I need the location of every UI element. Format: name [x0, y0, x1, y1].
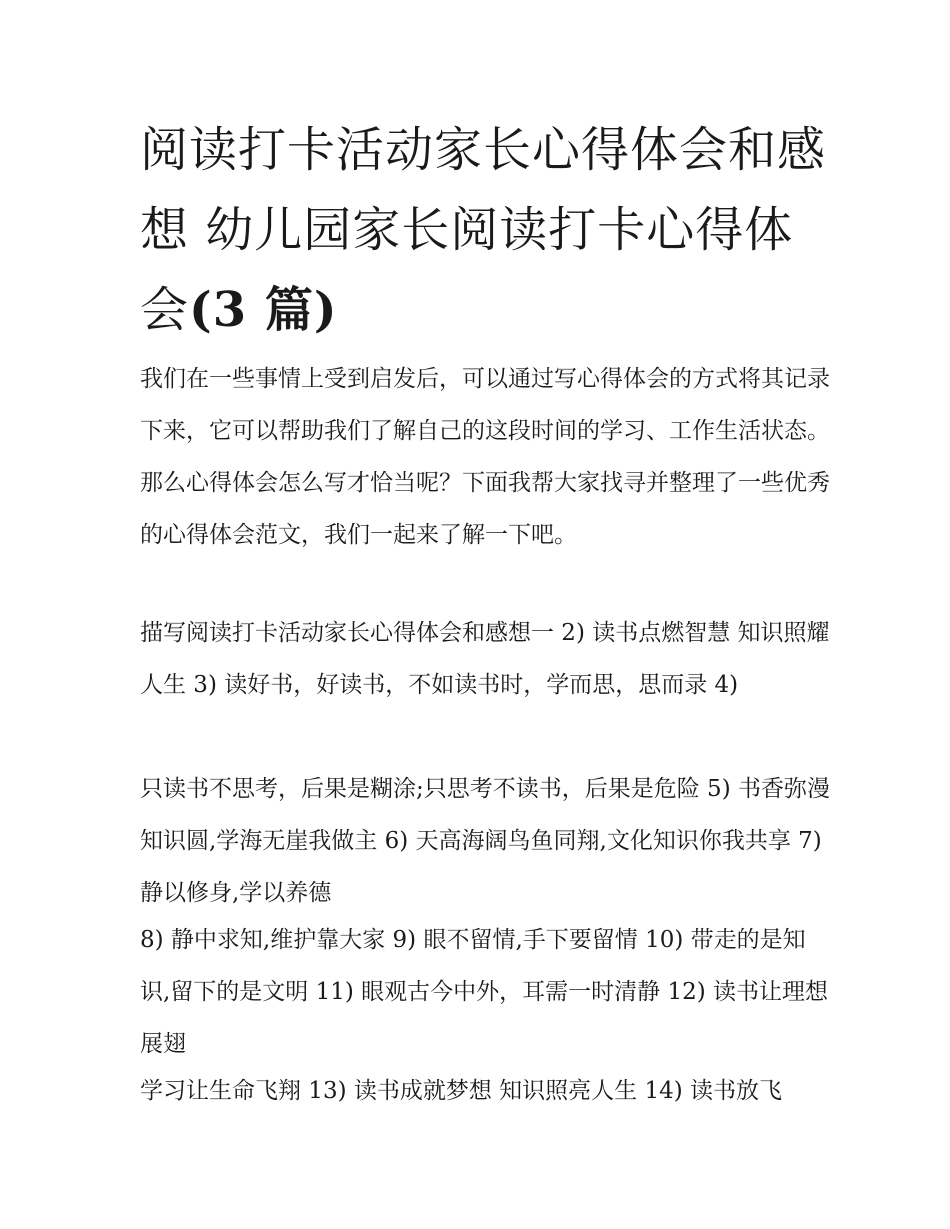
title-suffix: (3 篇)	[189, 282, 338, 338]
paragraph-slogans-3: 8) 静中求知,维护靠大家 9) 眼不留情,手下要留情 10) 带走的是知识,留下的是文明 11) 眼观古今中外，耳需一时清静 12) 读书让理想展翅	[140, 927, 829, 1057]
paragraph-intro: 我们在一些事情上受到启发后，可以通过写心得体会的方式将其记录下来，它可以帮助我们了解自己的这段时间的学习、工作生活状态。那么心得体会怎么写才恰当呢？下面我帮大家找寻并整理了一些优秀的心得体会范文，我们一起来了解一下吧。	[140, 366, 830, 548]
paragraph-slogans-1: 描写阅读打卡活动家长心得体会和感想一 2) 读书点燃智慧 知识照耀人生 3) 读好书，好读书，不如读书时，学而思，思而录 4)	[140, 620, 830, 698]
paragraph-slogans-4: 学习让生命飞翔 13) 读书成就梦想 知识照亮人生 14) 读书放飞	[140, 1078, 783, 1104]
title-main: 阅读打卡活动家长心得体会和感想 幼儿园家长阅读打卡心得体会	[140, 122, 827, 338]
paragraph-slogans-2: 只读书不思考，后果是糊涂;只思考不读书，后果是危险 5) 书香弥漫知识圆,学海无崖我做主 6) 天高海阔鸟鱼同翔,文化知识你我共享 7) 静以修身,学以养德	[140, 776, 830, 906]
document-title	[140, 110, 830, 350]
